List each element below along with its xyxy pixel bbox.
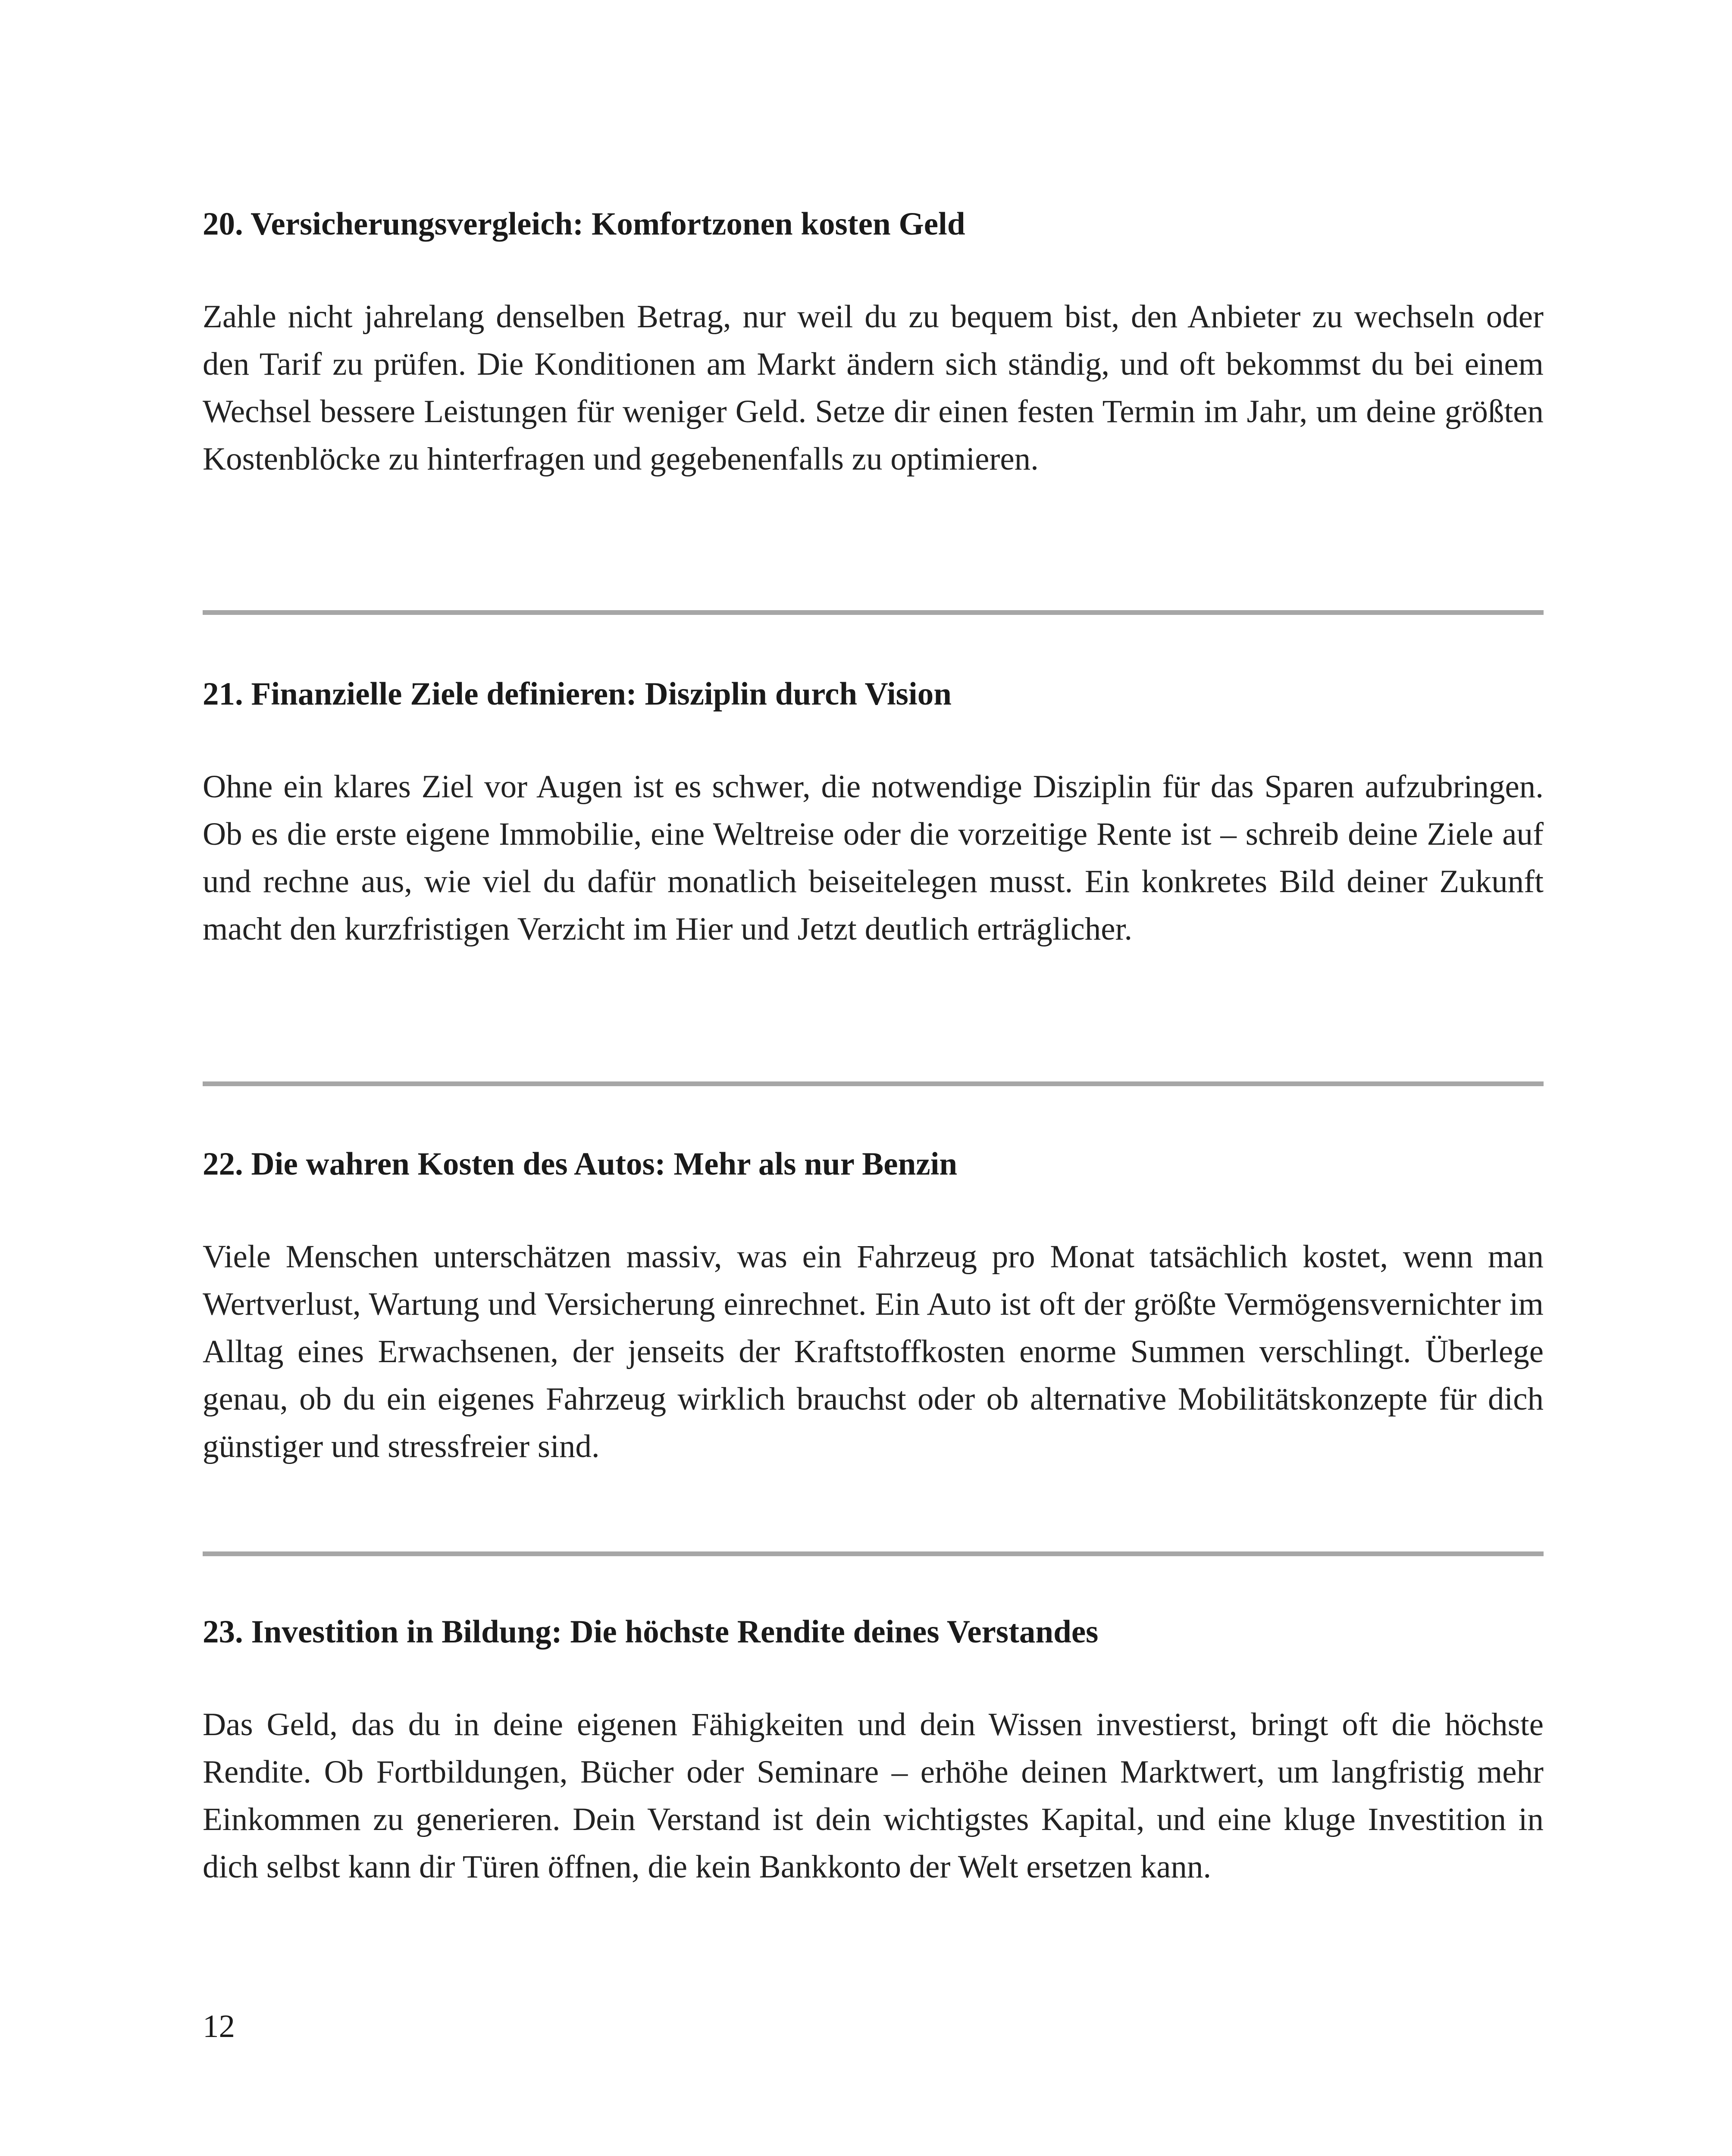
section-heading: 22. Die wahren Kosten des Autos: Mehr als nur Benzin (203, 1146, 958, 1182)
document-page (203, 0, 1544, 2156)
section-20 (203, 203, 1544, 477)
section-heading: 23. Investition in Bildung: Die höchste Rendite deines Verstandes (203, 1614, 1099, 1650)
section-body: Viele Menschen unterschätzen massiv, was ein Fahrzeug pro Monat tatsächlich kostet, wenn man Wertverlust, Wartung und Versicherung einrechnet. Ein Auto ist oft der größte Vermögensvernichter im Alltag eines Erwachsenen, der jenseits der Kraftstoffkosten enorme Summen verschlingt. Überlege genau, ob du ein eigenes Fahrzeug wirklich brauchst oder ob alternative Mobilitätskonzepte für dich günstiger und stressfreier sind. (203, 1239, 1544, 1464)
section-divider (203, 610, 1544, 615)
section-body: Zahle nicht jahrelang denselben Betrag, nur weil du zu bequem bist, den Anbieter zu wechseln oder den Tarif zu prüfen. Die Konditionen am Markt ändern sich ständig, und oft bekommst du bei einem Wechsel bessere Leistungen für weniger Geld. Setze dir einen festen Termin im Jahr, um deine größten Kostenblöcke zu hinterfragen und gegebenenfalls zu optimieren. (203, 299, 1544, 477)
section-21 (203, 673, 1544, 947)
section-body: Das Geld, das du in deine eigenen Fähigkeiten und dein Wissen investierst, bringt oft die höchste Rendite. Ob Fortbildungen, Bücher oder Seminare – erhöhe deinen Marktwert, um langfristig mehr Einkommen zu generieren. Dein Verstand ist dein wichtigstes Kapital, und eine kluge Investition in dich selbst kann dir Türen öffnen, die kein Bankkonto der Welt ersetzen kann. (203, 1707, 1544, 1885)
section-23 (203, 1611, 1544, 1885)
section-heading: 21. Finanzielle Ziele definieren: Disziplin durch Vision (203, 676, 952, 712)
section-heading: 20. Versicherungsvergleich: Komfortzonen kosten Geld (203, 206, 965, 242)
section-body: Ohne ein klares Ziel vor Augen ist es schwer, die notwendige Disziplin für das Sparen aufzubringen. Ob es die erste eigene Immobilie, eine Weltreise oder die vorzeitige Rente ist – schreib deine Ziele auf und rechne aus, wie viel du dafür monatlich beiseitelegen musst. Ein konkretes Bild deiner Zukunft macht den kurzfristigen Verzicht im Hier und Jetzt deutlich erträglicher. (203, 769, 1544, 947)
section-divider (203, 1551, 1544, 1556)
page-number: 12 (203, 2009, 235, 2044)
section-divider (203, 1081, 1544, 1086)
section-22 (203, 1143, 1544, 1464)
